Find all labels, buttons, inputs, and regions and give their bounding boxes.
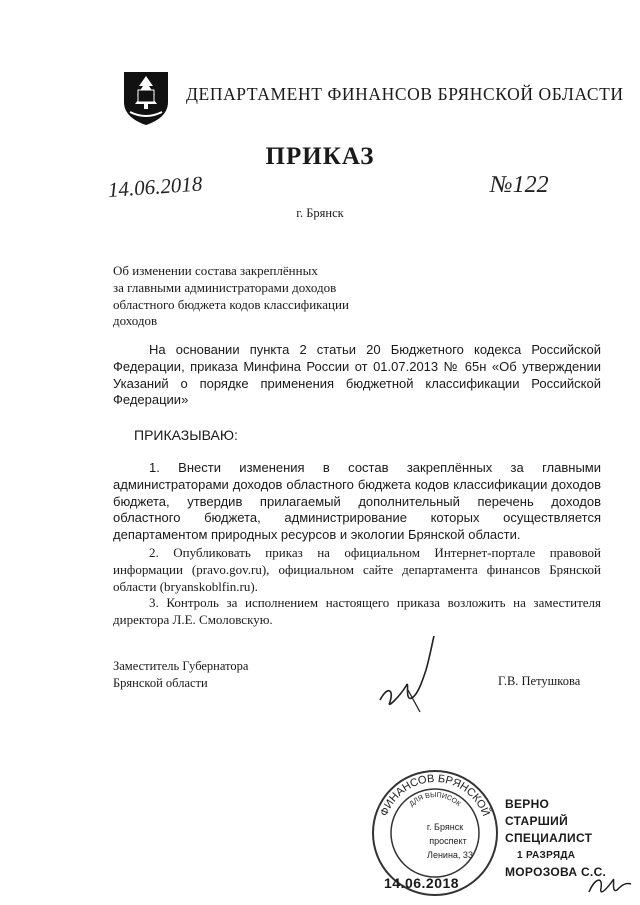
order-word: ПРИКАЗЫВАЮ: [134, 427, 238, 443]
certify-line: СТАРШИЙ СПЕЦИАЛИСТ [505, 814, 593, 845]
seal-inner-text: ДЛЯ ВЫПИСОК [408, 791, 462, 809]
signer-name: Г.В. Петушкова [498, 674, 581, 688]
initials-signature [585, 864, 635, 902]
order-item-3: 3. Контроль за исполнением настоящего приказа возложить на заместителя директора Л.Е. Смоловскую. [113, 595, 601, 627]
certify-line: 1 РАЗРЯДА [517, 850, 576, 861]
subject-block [113, 263, 349, 330]
city-line: г. Брянск [296, 206, 344, 220]
document-title: ПРИКАЗ [265, 143, 375, 170]
signer-position-line: Заместитель Губернатора [113, 659, 249, 673]
department-title: ДЕПАРТАМЕНТ ФИНАНСОВ БРЯНСКОЙ ОБЛАСТИ [186, 84, 624, 104]
handwritten-date: 14.06.2018 [107, 171, 204, 202]
certify-line: ВЕРНО [505, 797, 550, 811]
order-item-2: 2. Опубликовать приказ на официальном Интернет-портале правовой информации (pravo.gov.ru), официальном сайте департамента финансов Брянской области (bryanskoblfin.ru). [113, 545, 601, 594]
svg-text:ДЛЯ ВЫПИСОК [408, 792, 462, 809]
handwritten-signature [360, 630, 455, 720]
seal-outer-text: ФИНАНСОВ БРЯНСКОЙ [378, 772, 492, 818]
seal-line: проспект [429, 836, 467, 846]
subject-line: доходов [113, 313, 158, 329]
basis-paragraph: На основании пункта 2 статьи 20 Бюджетного кодекса Российской Федерации, приказа Минфина России от 01.07.2013 № 65н «Об утверждении Указаний о порядке применения бюджетной классификации Российской Федерации» [113, 342, 601, 408]
coat-of-arms-icon [120, 68, 172, 126]
signer-position-line: Брянской области [113, 675, 208, 690]
certify-line: МОРОЗОВА С.С. [505, 865, 607, 879]
subject-line: за главными администраторами доходов [113, 279, 337, 295]
seal-line: Ленина, 33 [427, 850, 473, 860]
subject-line: областного бюджета кодов классификации [113, 296, 349, 312]
stamp-date: 14.06.2018 [384, 875, 460, 891]
seal-line: г. Брянск [426, 822, 464, 832]
subject-line: Об изменении состава закреплённых [113, 263, 318, 278]
order-item-1: 1. Внести изменения в состав закреплённых за главными администраторами доходов областного бюджета кодов классификации доходов бюджета, утвердив прилагаемый дополнительный перечень доходов областного бюджета, администрирование которых осуществляется департаментом природных ресурсов и экологии Брянской области. [113, 460, 601, 543]
handwritten-number: №122 [490, 172, 549, 198]
signer-position [113, 658, 248, 691]
